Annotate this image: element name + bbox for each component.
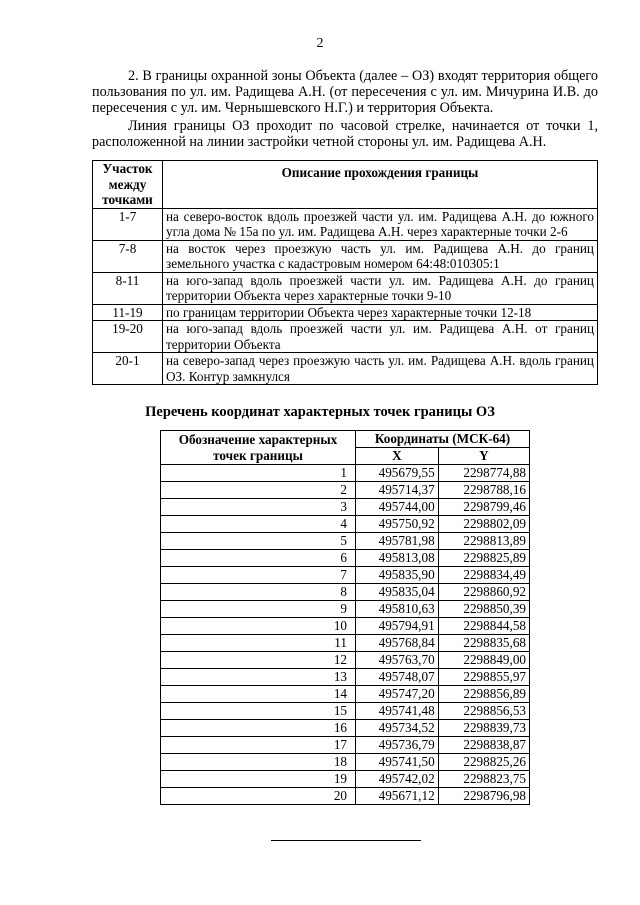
section-cell: 11-19 [93, 304, 163, 321]
table-row [161, 601, 530, 618]
boundary-table-body [93, 208, 598, 385]
x-cell: 495741,50 [356, 754, 439, 771]
page-number: 2 [316, 36, 324, 51]
y-cell: 2298850,39 [438, 601, 529, 618]
description-cell: на юго-запад вдоль проезжей части ул. им. Радищева А.Н. от границ территории Объекта [163, 321, 598, 353]
header-coords: Координаты (МСК-64) [356, 431, 530, 448]
section-cell: 7-8 [93, 240, 163, 272]
x-cell: 495810,63 [356, 601, 439, 618]
point-cell: 3 [161, 499, 356, 516]
point-cell: 12 [161, 652, 356, 669]
description-cell: на восток через проезжую часть ул. им. Радищева А.Н. до границ земельного участка с кадастровым номером 64:48:010305:1 [163, 240, 598, 272]
closing-divider [271, 840, 421, 841]
table-row [161, 788, 530, 805]
paragraph-zone-territory [92, 68, 598, 116]
paragraph-text: Линия границы ОЗ проходит по часовой стрелке, начинается от точки 1, расположенной на линии застройки четной стороны ул. им. Радищева А.Н. [92, 118, 598, 150]
description-cell: на северо-восток вдоль проезжей части ул. им. Радищева А.Н. до южного угла дома № 15а по ул. им. Радищева А.Н. через характерные точки 2-6 [163, 208, 598, 240]
y-cell: 2298825,26 [438, 754, 529, 771]
point-cell: 1 [161, 465, 356, 482]
table-row [93, 304, 598, 321]
table-row [161, 618, 530, 635]
x-cell: 495714,37 [356, 482, 439, 499]
y-cell: 2298788,16 [438, 482, 529, 499]
point-cell: 5 [161, 533, 356, 550]
point-cell: 2 [161, 482, 356, 499]
y-cell: 2298856,89 [438, 686, 529, 703]
coordinates-table-body [161, 465, 530, 805]
header-x: X [356, 448, 439, 465]
x-cell: 495813,08 [356, 550, 439, 567]
table-row [161, 516, 530, 533]
y-cell: 2298796,98 [438, 788, 529, 805]
table-row [161, 669, 530, 686]
header-y: Y [438, 448, 529, 465]
coordinates-table [160, 430, 530, 805]
description-cell: на северо-запад через проезжую часть ул. им. Радищева А.Н. вдоль границ ОЗ. Контур замкнулся [163, 353, 598, 385]
table-row [161, 482, 530, 499]
table-row [161, 584, 530, 601]
y-cell: 2298835,68 [438, 635, 529, 652]
point-cell: 16 [161, 720, 356, 737]
point-cell: 13 [161, 669, 356, 686]
table-header-row [161, 431, 530, 448]
x-cell: 495742,02 [356, 771, 439, 788]
table-row [93, 321, 598, 353]
y-cell: 2298799,46 [438, 499, 529, 516]
y-cell: 2298823,75 [438, 771, 529, 788]
point-cell: 14 [161, 686, 356, 703]
table-row [93, 353, 598, 385]
table-row [161, 533, 530, 550]
x-cell: 495750,92 [356, 516, 439, 533]
x-cell: 495736,79 [356, 737, 439, 754]
point-cell: 6 [161, 550, 356, 567]
y-cell: 2298856,53 [438, 703, 529, 720]
table-row [161, 720, 530, 737]
y-cell: 2298839,73 [438, 720, 529, 737]
table-row [93, 240, 598, 272]
y-cell: 2298774,88 [438, 465, 529, 482]
x-cell: 495747,20 [356, 686, 439, 703]
x-cell: 495835,90 [356, 567, 439, 584]
x-cell: 495781,98 [356, 533, 439, 550]
table-header-row [93, 161, 598, 209]
x-cell: 495679,55 [356, 465, 439, 482]
point-cell: 15 [161, 703, 356, 720]
point-cell: 9 [161, 601, 356, 618]
point-cell: 11 [161, 635, 356, 652]
y-cell: 2298802,09 [438, 516, 529, 533]
x-cell: 495768,84 [356, 635, 439, 652]
table-row [161, 737, 530, 754]
y-cell: 2298849,00 [438, 652, 529, 669]
y-cell: 2298855,97 [438, 669, 529, 686]
point-cell: 4 [161, 516, 356, 533]
y-cell: 2298825,89 [438, 550, 529, 567]
y-cell: 2298860,92 [438, 584, 529, 601]
y-cell: 2298844,58 [438, 618, 529, 635]
table-row [161, 754, 530, 771]
section-cell: 1-7 [93, 208, 163, 240]
y-cell: 2298838,87 [438, 737, 529, 754]
description-cell: по границам территории Объекта через характерные точки 12-18 [163, 304, 598, 321]
table-row [161, 499, 530, 516]
header-description: Описание прохождения границы [163, 161, 598, 209]
point-cell: 17 [161, 737, 356, 754]
table-row [161, 550, 530, 567]
table-row [93, 272, 598, 304]
x-cell: 495744,00 [356, 499, 439, 516]
section-cell: 19-20 [93, 321, 163, 353]
header-point-name: Обозначение характерных точек границы [161, 431, 356, 465]
y-cell: 2298813,89 [438, 533, 529, 550]
point-cell: 7 [161, 567, 356, 584]
section-cell: 20-1 [93, 353, 163, 385]
table-row [161, 771, 530, 788]
table-row [161, 652, 530, 669]
coords-title: Перечень координат характерных точек границы ОЗ [145, 404, 495, 420]
point-cell: 18 [161, 754, 356, 771]
x-cell: 495794,91 [356, 618, 439, 635]
x-cell: 495763,70 [356, 652, 439, 669]
table-row [161, 635, 530, 652]
table-row [93, 208, 598, 240]
x-cell: 495671,12 [356, 788, 439, 805]
point-cell: 8 [161, 584, 356, 601]
table-row [161, 567, 530, 584]
x-cell: 495835,04 [356, 584, 439, 601]
x-cell: 495734,52 [356, 720, 439, 737]
table-row [161, 686, 530, 703]
table-row [161, 465, 530, 482]
boundary-description-table [92, 160, 598, 385]
point-cell: 19 [161, 771, 356, 788]
y-cell: 2298834,49 [438, 567, 529, 584]
x-cell: 495741,48 [356, 703, 439, 720]
x-cell: 495748,07 [356, 669, 439, 686]
point-cell: 20 [161, 788, 356, 805]
paragraph-boundary-start [92, 118, 598, 150]
paragraph-text: 2. В границы охранной зоны Объекта (далее – ОЗ) входят территория общего пользования по ул. им. Радищева А.Н. (от пересечения с ул. им. Мичурина И.В. до пересечения с ул. им. Чернышевского Н.Г.) и территория Объекта. [92, 68, 598, 116]
section-cell: 8-11 [93, 272, 163, 304]
description-cell: на юго-запад вдоль проезжей части ул. им. Радищева А.Н. до границ территории Объекта через характерные точки 9-10 [163, 272, 598, 304]
point-cell: 10 [161, 618, 356, 635]
header-section: Участок между точками [93, 161, 163, 209]
table-row [161, 703, 530, 720]
